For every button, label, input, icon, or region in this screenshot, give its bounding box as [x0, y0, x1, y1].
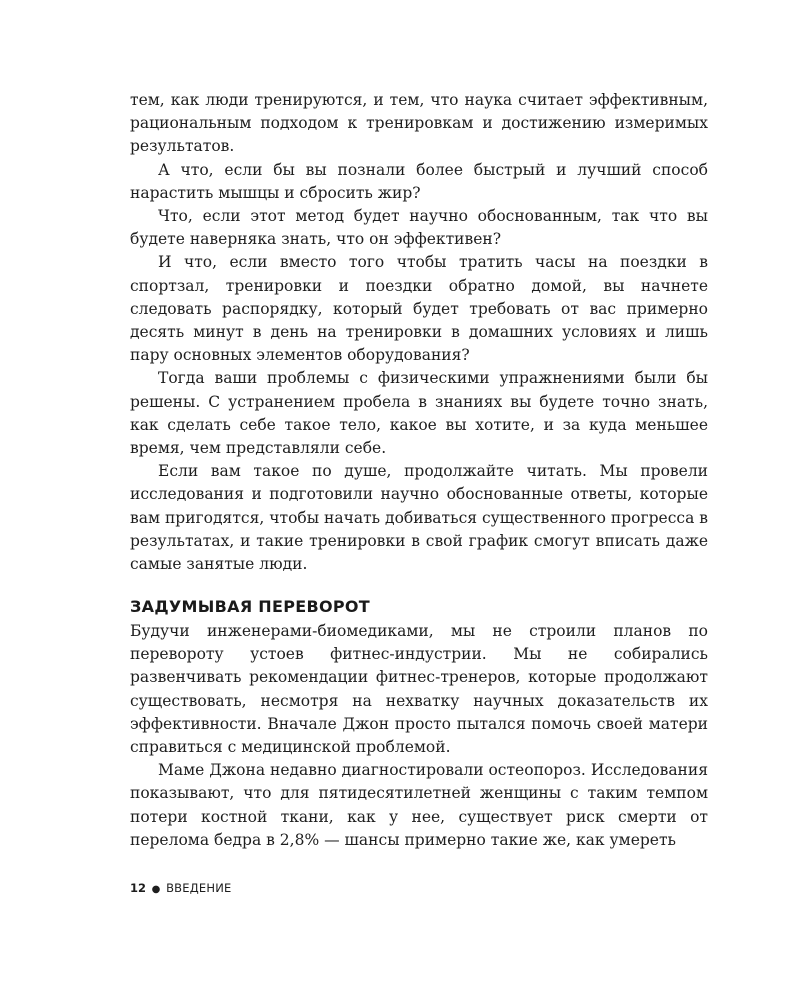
running-head: ВВЕДЕНИЕ	[166, 881, 232, 895]
paragraph: Тогда ваши проблемы с физическими упражнениями были бы решены. С устранением пробела в знаниях вы будете точно знать, как сделать себе такое тело, какое вы хотите, и за куда меньшее время, чем представляли себе.	[130, 369, 708, 458]
paragraph: Если вам такое по душе, продолжайте читать. Мы провели исследования и подготовили научно обоснованные ответы, которые вам пригодятся, чтобы начать добиваться существенного прогресса в результатах, и такие тренировки в свой график смогут вписать даже самые занятые люди.	[130, 462, 708, 574]
page-footer	[130, 880, 231, 898]
paragraph: И что, если вместо того чтобы тратить часы на поездки в спортзал, тренировки и поездки обратно домой, вы начнете следовать распорядку, который будет требовать от вас примерно десять минут в день на тренировки в домашних условиях и лишь пару основных элементов оборудования?	[130, 253, 708, 365]
bullet-icon: ●	[151, 884, 161, 895]
section-heading: ЗАДУМЫВАЯ ПЕРЕВОРОТ	[130, 597, 371, 616]
paragraph-continued: тем, как люди тренируются, и тем, что наука считает эффективным, рациональным подходом к тренировкам и достижению измеримых результатов.	[130, 91, 708, 156]
page-number: 12	[130, 881, 147, 895]
paragraph: Что, если этот метод будет научно обоснованным, так что вы будете наверняка знать, что он эффективен?	[130, 207, 708, 249]
paragraph: Маме Джона недавно диагностировали остеопороз. Исследования показывают, что для пятидесятилетней женщины с таким темпом потери костной ткани, как у нее, существует риск смерти от перелома бедра в 2,8% — шансы примерно такие же, как умереть	[130, 761, 708, 849]
paragraph-first: Будучи инженерами-биомедиками, мы не строили планов по перевороту устоев фитнес-индустрии. Мы не собирались развенчивать рекомендации фитнес-тренеров, которые продолжают существовать, несмотря на нехватку научных доказательств их эффективности. Вначале Джон просто пытался помочь своей матери справиться с медицинской проблемой.	[130, 622, 708, 757]
section-text	[130, 595, 708, 852]
paragraph: А что, если бы вы познали более быстрый и лучший способ нарастить мышцы и сбросить жир?	[130, 160, 708, 202]
intro-text	[130, 89, 708, 576]
